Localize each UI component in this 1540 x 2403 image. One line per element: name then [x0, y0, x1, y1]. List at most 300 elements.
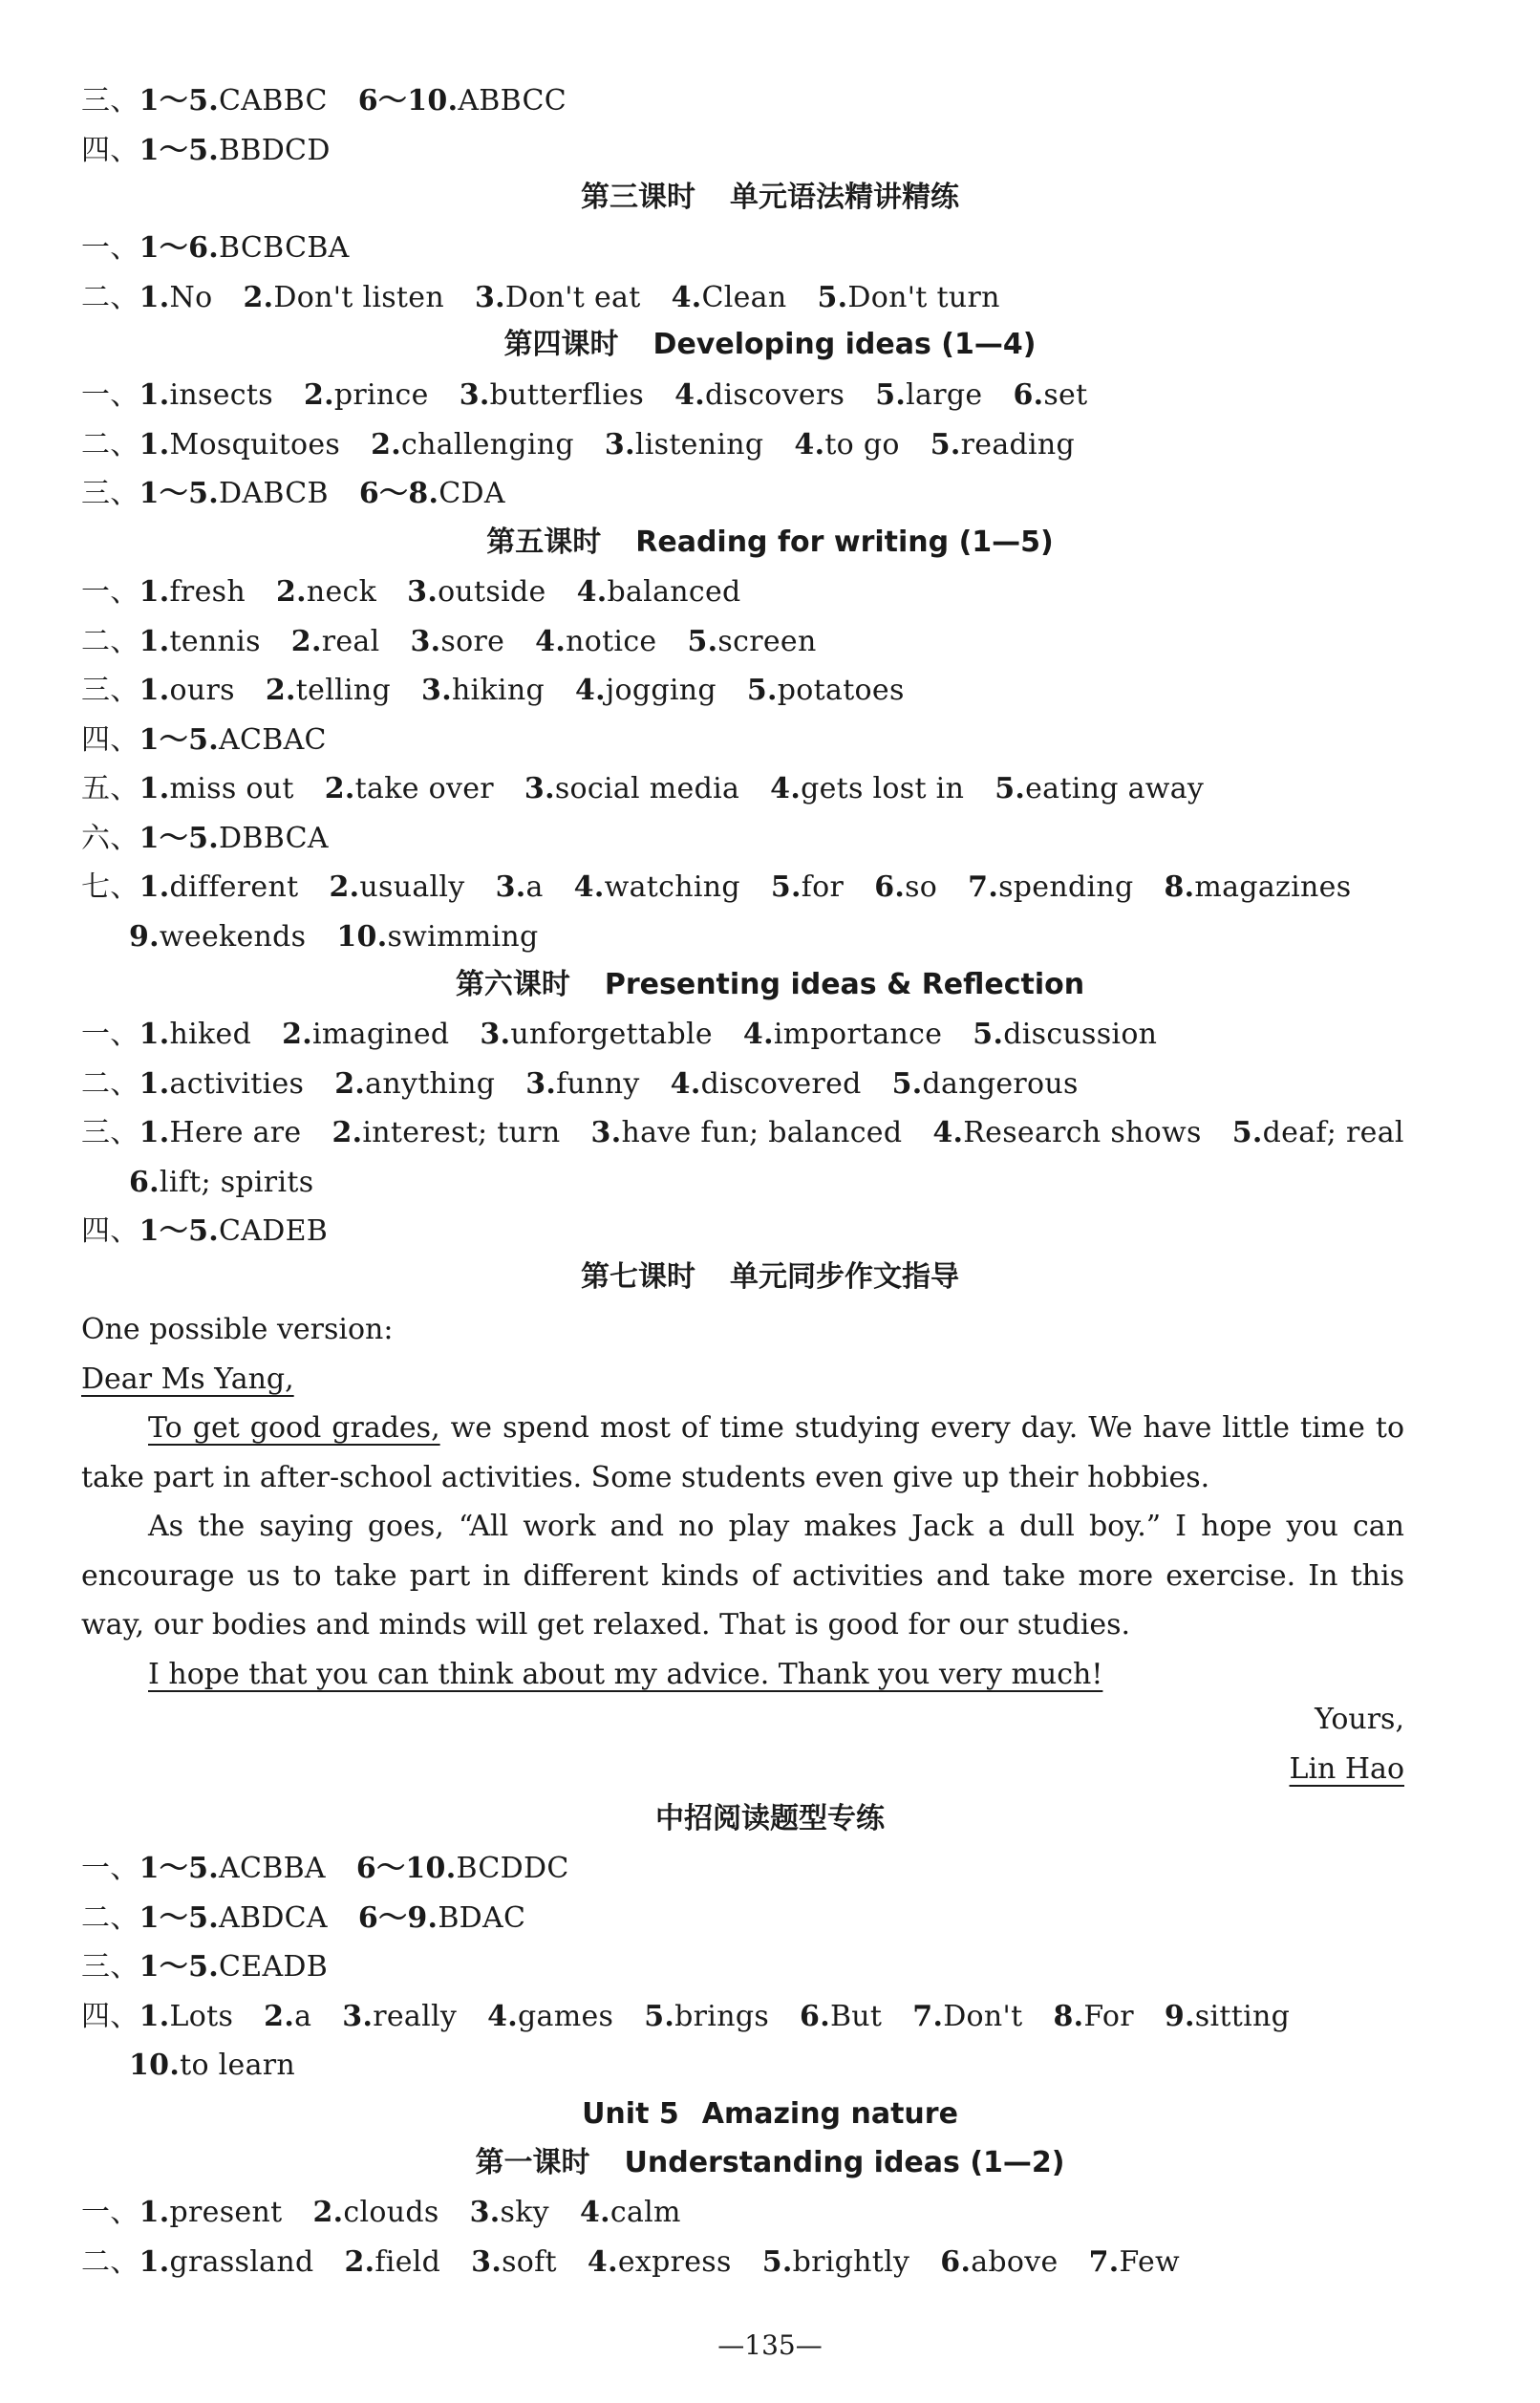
question-number: 6.	[800, 1999, 830, 2033]
answer-item	[421, 674, 545, 707]
answer-text: ABDCA	[219, 1900, 328, 1935]
answer-item	[410, 625, 504, 658]
question-number: 5.	[875, 378, 907, 412]
question-number: 4.	[770, 772, 802, 805]
question-number: 3.	[459, 378, 490, 412]
section-marker: 二、	[81, 280, 139, 314]
question-number: 9.	[1164, 1999, 1195, 2033]
question-number: 6～10.	[357, 84, 459, 118]
unit-number: Unit 5	[582, 2097, 679, 2131]
answer-text: interest; turn	[362, 1116, 561, 1149]
question-number: 2.	[243, 280, 274, 314]
question-number: 9.	[129, 919, 160, 954]
answer-item	[139, 428, 340, 461]
question-number: 4.	[576, 575, 608, 609]
heading-title: Understanding ideas (1—2)	[624, 2146, 1065, 2179]
question-number: 3.	[474, 280, 505, 314]
answer-text: Don't eat	[504, 280, 641, 314]
question-number: 8.	[1053, 1999, 1084, 2033]
answer-text: insects	[169, 378, 273, 412]
answer-item	[762, 2245, 910, 2279]
answer-item	[139, 378, 273, 412]
answer-text: hiking	[451, 674, 545, 707]
answer-item	[129, 1166, 313, 1199]
question-number: 1.	[139, 427, 170, 461]
answer-text: weekends	[159, 919, 307, 954]
essay-paragraph-1: To get good grades, we spend most of time studying every day. We have little time to take part in after-school activities. Some students even give up their hobbies.	[81, 1411, 1405, 1494]
answer-line	[81, 132, 1419, 170]
question-number: 3.	[524, 772, 555, 805]
heading-title: 单元语法精讲精练	[730, 181, 959, 214]
question-number: 1.	[139, 2244, 170, 2279]
heading-unit5-lesson-1	[0, 2144, 1540, 2182]
question-number: 1.	[139, 624, 170, 658]
answer-text: Don't listen	[273, 280, 444, 314]
answer-text: calm	[610, 2196, 681, 2229]
question-number: 1.	[139, 870, 170, 904]
answer-item	[139, 2245, 314, 2279]
heading-lesson-6	[0, 966, 1540, 1004]
heading-reading-practice	[0, 1800, 1540, 1838]
answer-text: games	[518, 1999, 614, 2033]
answer-text: BBDCD	[219, 133, 331, 167]
answer-line	[81, 770, 1419, 808]
question-number: 3.	[407, 575, 438, 609]
question-number: 2.	[290, 624, 322, 658]
section-marker: 一、	[81, 2196, 139, 2229]
answer-item	[139, 1067, 305, 1101]
question-number: 2.	[344, 2244, 375, 2279]
question-number: 2.	[329, 870, 360, 904]
answer-item	[674, 378, 845, 412]
heading-label: 第一课时	[475, 2146, 590, 2179]
answer-item	[139, 1018, 251, 1051]
heading-title: Presenting ideas & Reflection	[604, 968, 1085, 1001]
question-number: 4.	[535, 624, 567, 658]
answer-item	[139, 231, 350, 265]
answer-item	[471, 2245, 557, 2279]
answer-item	[139, 1116, 302, 1149]
essay-salutation: Dear Ms Yang,	[81, 1362, 294, 1396]
answer-text: But	[829, 1999, 883, 2033]
section-marker: 三、	[81, 674, 139, 707]
answer-item	[588, 2245, 732, 2279]
question-number: 5.	[973, 1018, 1004, 1051]
answer-text: telling	[295, 674, 392, 707]
answer-text: CADEB	[219, 1214, 329, 1248]
answer-line	[81, 672, 1419, 710]
question-number: 1～5.	[139, 1950, 220, 1984]
question-number: 4.	[671, 280, 702, 314]
section-marker: 二、	[81, 1066, 139, 1101]
answer-text: different	[169, 870, 299, 904]
question-number: 1.	[139, 2196, 170, 2229]
question-number: 2.	[371, 427, 402, 461]
section-marker: 二、	[81, 624, 139, 658]
question-number: 1～5.	[139, 722, 220, 757]
question-number: 10.	[336, 919, 388, 954]
answer-item	[325, 772, 494, 805]
answer-text: funny	[556, 1066, 640, 1101]
question-number: 1～5.	[139, 84, 220, 118]
answer-text: grassland	[169, 2244, 314, 2279]
answer-text: screen	[717, 624, 817, 658]
answer-item	[577, 575, 741, 609]
answer-text: soft	[502, 2244, 557, 2279]
answer-line	[81, 1899, 1419, 1938]
answer-text: for	[801, 870, 845, 904]
answer-item	[266, 674, 391, 707]
answer-line	[81, 1114, 1419, 1152]
heading-lesson-7	[0, 1258, 1540, 1297]
answer-item	[342, 2000, 457, 2033]
answer-item	[139, 1214, 329, 1248]
section-marker: 三、	[81, 84, 139, 118]
answer-line	[81, 869, 1419, 907]
answer-text: tennis	[169, 624, 261, 658]
answer-item	[487, 2000, 613, 2033]
answer-text: set	[1043, 378, 1088, 412]
answer-item	[139, 870, 299, 904]
answer-item	[644, 2000, 769, 2033]
heading-lesson-5	[0, 524, 1540, 562]
question-number: 5.	[891, 1066, 923, 1101]
answer-text: prince	[333, 378, 429, 412]
answer-line	[81, 1850, 1419, 1888]
answer-text: BCBCBA	[219, 231, 350, 265]
answer-line	[81, 573, 1419, 611]
answer-item	[358, 84, 567, 118]
question-number: 5.	[761, 2244, 793, 2279]
answer-item	[129, 920, 306, 954]
answer-item	[139, 674, 235, 707]
answer-text: butterflies	[489, 378, 645, 412]
answer-line	[81, 279, 1419, 317]
answer-text: importance	[773, 1018, 943, 1051]
question-number: 3.	[495, 870, 526, 904]
answer-item	[1053, 2000, 1133, 2033]
question-number: 2.	[334, 1066, 366, 1101]
answer-item	[139, 822, 329, 855]
question-number: 1.	[139, 575, 170, 609]
answer-item	[243, 281, 444, 314]
question-number: 2.	[303, 378, 334, 412]
question-number: 5.	[644, 1999, 675, 2033]
question-number: 1.	[139, 280, 170, 314]
answer-item	[276, 575, 376, 609]
answer-text: large	[906, 378, 983, 412]
question-number: 5.	[930, 427, 961, 461]
answer-text: miss out	[169, 772, 294, 805]
answer-line	[129, 918, 1466, 956]
question-number: 10.	[129, 2049, 181, 2082]
question-number: 4.	[579, 2196, 610, 2229]
answer-line	[81, 1016, 1419, 1054]
model-essay	[81, 1305, 1404, 1699]
answer-line	[81, 82, 1419, 120]
answer-text: discovered	[700, 1066, 862, 1101]
answer-item	[747, 674, 905, 707]
answer-line	[81, 721, 1419, 760]
essay-signature: Lin Hao	[1289, 1752, 1404, 1786]
answer-item	[743, 1018, 942, 1051]
answer-item	[874, 870, 937, 904]
answer-text: watching	[604, 870, 740, 904]
answer-text: usually	[359, 870, 465, 904]
heading-title: Developing ideas (1—4)	[652, 328, 1037, 361]
question-number: 4.	[487, 1999, 519, 2033]
answer-text: anything	[365, 1066, 496, 1101]
answer-item	[973, 1018, 1157, 1051]
heading-label: 第五课时	[486, 526, 602, 559]
heading-label: 第七课时	[581, 1260, 695, 1294]
answer-item	[336, 920, 538, 954]
answer-text: above	[971, 2244, 1059, 2279]
answer-item	[332, 1116, 560, 1149]
question-number: 1.	[139, 1018, 170, 1051]
answer-item	[535, 625, 656, 658]
section-marker: 二、	[81, 427, 139, 461]
question-number: 1～5.	[139, 821, 220, 855]
answer-text: gets lost in	[801, 772, 965, 805]
answer-text: ours	[169, 674, 235, 707]
question-number: 4.	[932, 1116, 964, 1149]
answer-item	[282, 1018, 449, 1051]
answer-line	[81, 623, 1419, 661]
section-marker: 一、	[81, 1018, 139, 1051]
answer-text: BDAC	[438, 1900, 526, 1935]
answer-text: eating away	[1025, 772, 1205, 805]
question-number: 1.	[139, 772, 170, 805]
answer-item	[139, 84, 328, 118]
question-number: 2.	[332, 1116, 363, 1149]
answer-item	[575, 674, 717, 707]
answer-text: imagined	[312, 1018, 450, 1051]
question-number: 3.	[469, 2196, 501, 2229]
question-number: 6～9.	[357, 1900, 438, 1935]
answer-item	[264, 2000, 311, 2033]
section-marker: 一、	[81, 231, 139, 265]
section-marker: 一、	[81, 1852, 139, 1885]
answer-line	[81, 376, 1419, 415]
answer-line	[81, 1948, 1419, 1986]
answer-item	[139, 281, 213, 314]
answer-item	[496, 870, 544, 904]
heading-title: Reading for writing (1—5)	[635, 526, 1054, 559]
answer-line	[81, 1998, 1419, 2036]
answer-item	[892, 1067, 1079, 1101]
answer-text: Research shows	[963, 1116, 1202, 1149]
question-number: 1～5.	[139, 1900, 220, 1935]
answer-line	[81, 820, 1419, 858]
question-number: 3.	[421, 674, 452, 707]
question-number: 4.	[742, 1018, 774, 1051]
answer-item	[291, 625, 380, 658]
question-number: 2.	[275, 575, 307, 609]
answer-text: listening	[634, 427, 764, 461]
answer-text: BCDDC	[456, 1852, 569, 1885]
question-number: 3.	[525, 1066, 557, 1101]
answer-item	[139, 2000, 234, 2033]
question-number: 4.	[794, 427, 825, 461]
answer-text: field	[374, 2244, 441, 2279]
answer-text: No	[169, 280, 213, 314]
question-number: 4.	[587, 2244, 618, 2279]
answer-text: DBBCA	[219, 821, 329, 855]
answer-item	[139, 477, 329, 510]
question-number: 4.	[674, 378, 706, 412]
answer-text: CDA	[438, 477, 505, 510]
answer-text: Mosquitoes	[169, 427, 341, 461]
answer-text: to learn	[180, 2049, 296, 2082]
section-marker: 三、	[81, 1116, 139, 1149]
answer-text: ABBCC	[458, 84, 567, 118]
answer-item	[312, 2196, 438, 2229]
answer-text: Clean	[701, 280, 787, 314]
question-number: 4.	[574, 674, 606, 707]
answer-item	[359, 477, 505, 510]
answer-text: balanced	[607, 575, 741, 609]
answer-line	[81, 2194, 1419, 2232]
answer-text: hiked	[169, 1018, 252, 1051]
answer-item	[930, 428, 1075, 461]
answer-text: have fun; balanced	[621, 1116, 903, 1149]
answer-text: real	[321, 624, 380, 658]
answer-item	[968, 870, 1133, 904]
answer-item	[671, 1067, 862, 1101]
answer-text: swimming	[387, 919, 539, 954]
answer-text: challenging	[401, 427, 574, 461]
answer-item	[794, 428, 899, 461]
answer-item	[574, 870, 740, 904]
answer-text: Here are	[169, 1116, 302, 1149]
question-number: 2.	[265, 674, 296, 707]
answer-item	[912, 2000, 1022, 2033]
answer-text: notice	[566, 624, 657, 658]
question-number: 8.	[1164, 870, 1195, 904]
section-marker: 七、	[81, 870, 139, 904]
heading-title: 单元同步作文指导	[730, 1260, 959, 1294]
heading-title: 中招阅读题型专练	[655, 1802, 885, 1835]
question-number: 6～10.	[355, 1852, 457, 1885]
question-number: 5.	[817, 280, 848, 314]
answer-item	[525, 1067, 639, 1101]
question-number: 5.	[770, 870, 802, 904]
answer-line	[81, 426, 1419, 464]
answer-text: Lots	[169, 1999, 234, 2033]
answer-text: take over	[354, 772, 494, 805]
question-number: 3.	[342, 1999, 374, 2033]
question-number: 6.	[129, 1165, 160, 1199]
answer-text: spending	[998, 870, 1134, 904]
answer-item	[480, 1018, 712, 1051]
answer-text: a	[294, 1999, 312, 2033]
answer-line	[81, 2243, 1419, 2282]
answer-line	[81, 1065, 1419, 1104]
answer-item	[1232, 1116, 1404, 1149]
answer-item	[407, 575, 545, 609]
answer-item	[770, 772, 964, 805]
answer-text: magazines	[1194, 870, 1352, 904]
answer-text: Don't turn	[847, 280, 1000, 314]
question-number: 1～5.	[139, 133, 220, 167]
answer-text: unforgettable	[510, 1018, 713, 1051]
answer-item	[875, 378, 982, 412]
answer-line	[81, 1212, 1419, 1251]
answer-item	[139, 1950, 329, 1984]
section-marker: 一、	[81, 575, 139, 609]
answer-text: clouds	[343, 2196, 439, 2229]
answer-text: sky	[500, 2196, 549, 2229]
answer-text: dangerous	[922, 1066, 1079, 1101]
answer-item	[940, 2245, 1058, 2279]
page-number: —135—	[717, 2329, 823, 2361]
heading-label: 第三课时	[581, 181, 695, 214]
answer-text: brings	[674, 1999, 770, 2033]
answer-item	[344, 2245, 440, 2279]
essay-closing: Yours,	[1315, 1703, 1404, 1736]
answer-text: potatoes	[777, 674, 905, 707]
question-number: 2.	[264, 1999, 295, 2033]
answer-item	[139, 134, 331, 167]
answer-text: ACBAC	[219, 722, 327, 757]
answer-text: sore	[440, 624, 505, 658]
answer-item	[139, 723, 327, 757]
answer-item	[995, 772, 1204, 805]
question-number: 3.	[604, 427, 635, 461]
answer-line	[129, 1164, 1466, 1202]
question-number: 2.	[324, 772, 355, 805]
answer-item	[591, 1116, 903, 1149]
answer-item	[329, 870, 464, 904]
answer-line	[81, 229, 1419, 268]
answer-text: CEADB	[219, 1950, 329, 1984]
question-number: 4.	[670, 1066, 701, 1101]
question-number: 2.	[312, 2196, 344, 2229]
question-number: 3.	[590, 1116, 622, 1149]
section-marker: 一、	[81, 378, 139, 412]
answer-text: a	[525, 870, 544, 904]
section-marker: 五、	[81, 772, 139, 805]
unit-title: Amazing nature	[701, 2097, 958, 2131]
answer-text: ACBBA	[219, 1852, 326, 1885]
answer-text: discussion	[1003, 1018, 1158, 1051]
question-number: 1～5.	[139, 1852, 220, 1885]
answer-text: For	[1083, 1999, 1134, 2033]
section-marker: 四、	[81, 133, 139, 167]
answer-text: jogging	[605, 674, 717, 707]
answer-text: DABCB	[219, 477, 329, 510]
answer-item	[932, 1116, 1201, 1149]
answer-item	[304, 378, 429, 412]
answer-item	[356, 1852, 569, 1885]
answer-line	[81, 475, 1419, 513]
section-marker: 二、	[81, 1900, 139, 1935]
question-number: 4.	[573, 870, 605, 904]
answer-text: social media	[554, 772, 740, 805]
question-number: 7.	[968, 870, 999, 904]
question-number: 1.	[139, 1066, 170, 1101]
heading-lesson-4	[0, 326, 1540, 364]
section-marker: 四、	[81, 1999, 139, 2033]
answer-line	[129, 2047, 1466, 2085]
answer-text: really	[373, 1999, 458, 2033]
question-number: 6.	[874, 870, 906, 904]
answer-item	[460, 378, 644, 412]
heading-unit-5	[0, 2095, 1540, 2134]
heading-label: 第四课时	[503, 328, 619, 361]
answer-text: neck	[306, 575, 377, 609]
